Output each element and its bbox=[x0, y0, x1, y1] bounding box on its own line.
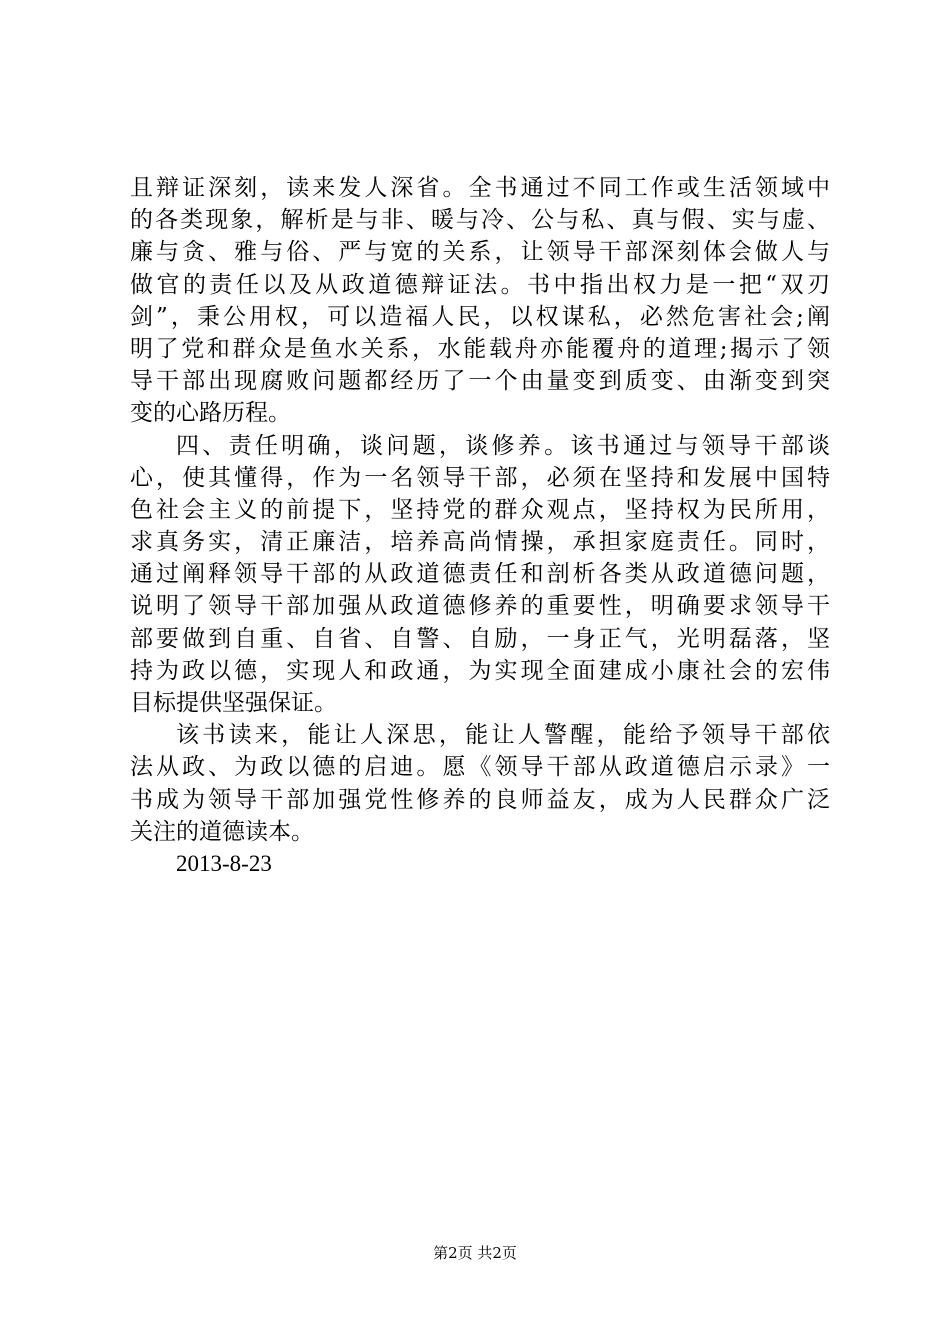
text-line: 说明了领导干部加强从政道德修养的重要性，明确要求领导干 bbox=[130, 593, 830, 620]
text-line: 目标提供坚强保证。 bbox=[130, 690, 337, 716]
text-line: 部要做到自重、自省、自警、自励，一身正气，光明磊落，坚 bbox=[130, 625, 830, 652]
text-line: 通过阐释领导干部的从政道德责任和剖析各类从政道德问题， bbox=[130, 561, 830, 588]
text-line: 导干部出现腐败问题都经历了一个由量变到质变、由渐变到突 bbox=[130, 368, 830, 395]
text-line: 做官的责任以及从政道德辩证法。书中指出权力是一把“双刃 bbox=[130, 271, 830, 298]
text-line: 求真务实，清正廉洁，培养高尚情操，承担家庭责任。同时， bbox=[130, 529, 830, 556]
text-line: 变的心路历程。 bbox=[130, 400, 291, 427]
text-line: 色社会主义的前提下，坚持党的群众观点，坚持权为民所用， bbox=[130, 496, 830, 523]
document-body bbox=[130, 172, 830, 880]
paragraph-start-line: 该书读来，能让人深思，能让人警醒，能给予领导干部依 bbox=[176, 722, 830, 749]
text-line: 书成为领导干部加强党性修养的良师益友，成为人民群众广泛 bbox=[130, 786, 830, 813]
text-line: 持为政以德，实现人和政通，为实现全面建成小康社会的宏伟 bbox=[130, 657, 830, 684]
paragraph-start-line: 四、责任明确，谈问题，谈修养。该书通过与领导干部谈 bbox=[176, 432, 830, 459]
text-line: 明了党和群众是鱼水关系，水能载舟亦能覆舟的道理;揭示了领 bbox=[130, 335, 830, 362]
page-number-footer: 第2页 共2页 bbox=[433, 1244, 517, 1262]
document-date: 2013-8-23 bbox=[176, 850, 272, 876]
text-line: 廉与贪、雅与俗、严与宽的关系，让领导干部深刻体会做人与 bbox=[130, 239, 830, 266]
text-line: 关注的道德读本。 bbox=[130, 818, 314, 845]
text-line: 法从政、为政以德的启迪。愿《领导干部从政道德启示录》一 bbox=[130, 754, 830, 781]
text-line: 且辩证深刻，读来发人深省。全书通过不同工作或生活领域中 bbox=[130, 175, 830, 201]
text-line: 的各类现象，解析是与非、暖与冷、公与私、真与假、实与虚、 bbox=[130, 207, 830, 234]
text-line: 剑”，秉公用权，可以造福人民，以权谋私，必然危害社会;阐 bbox=[130, 303, 830, 330]
text-line: 心，使其懂得，作为一名领导干部，必须在坚持和发展中国特 bbox=[130, 464, 830, 491]
